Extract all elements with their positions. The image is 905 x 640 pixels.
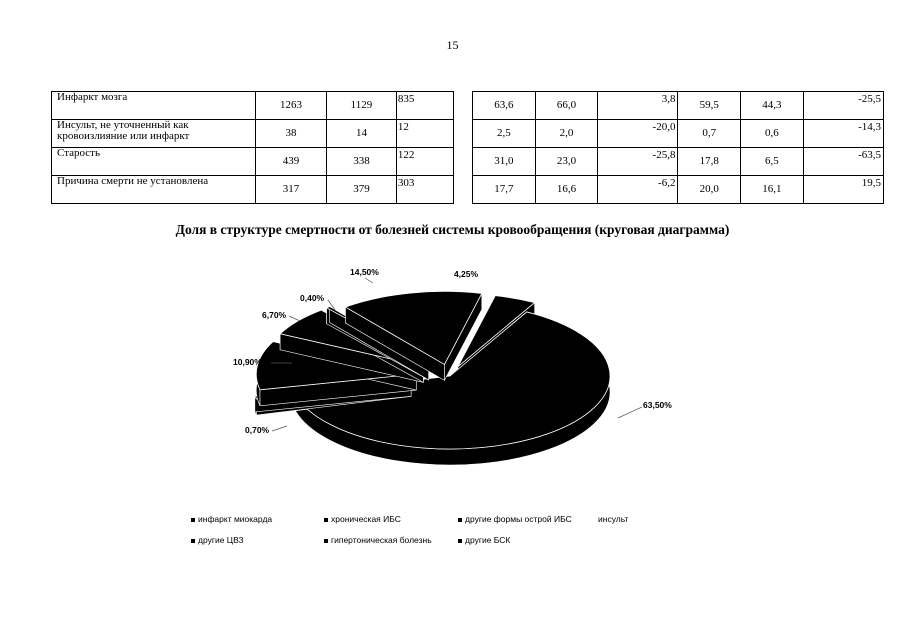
legend-item: инсульт: [598, 514, 629, 524]
leader-line: [272, 426, 287, 431]
legend-item: другие БСК: [458, 535, 510, 545]
table-cell: 20,0: [678, 176, 741, 204]
table-cell: -14,3: [803, 120, 883, 148]
leader-line: [365, 278, 373, 283]
table-cell: 0,6: [741, 120, 804, 148]
legend-marker-icon: [191, 518, 195, 522]
page-number: 15: [446, 38, 459, 52]
legend-marker-icon: [458, 518, 462, 522]
table-cell: 6,5: [741, 148, 804, 176]
chart-title: Доля в структуре смертности от болезней системы кровообращения (круговая диаграмма): [175, 222, 730, 237]
legend-item: хроническая ИБС: [324, 514, 401, 524]
data-label: 0,40%: [300, 293, 325, 303]
table-cell: 303: [396, 176, 453, 204]
table-cell: 38: [256, 120, 327, 148]
table-cell: 3,8: [598, 92, 678, 120]
data-label: 0,70%: [245, 425, 270, 435]
row-name: Причина смерти не установлена: [52, 176, 256, 204]
table-cell: 439: [256, 148, 327, 176]
row-name: Старость: [52, 148, 256, 176]
table-cell: 317: [256, 176, 327, 204]
table-cell: 0,7: [678, 120, 741, 148]
table-cell: 2,0: [535, 120, 598, 148]
table-cell: 12: [396, 120, 453, 148]
table-cell: 14: [327, 120, 397, 148]
legend-item: инфаркт миокарда: [191, 514, 272, 524]
legend-item: другие формы острой ИБС: [458, 514, 572, 524]
table-cell: 835: [396, 92, 453, 120]
table-cell: 23,0: [535, 148, 598, 176]
table-cell: -20,0: [598, 120, 678, 148]
leader-line: [618, 407, 642, 418]
leader-line: [289, 316, 300, 321]
table-cell: 17,7: [473, 176, 536, 204]
table-cell: 2,5: [473, 120, 536, 148]
table-cell: 44,3: [741, 92, 804, 120]
table-cell: 31,0: [473, 148, 536, 176]
table-cell: 122: [396, 148, 453, 176]
table-cell: 16,1: [741, 176, 804, 204]
table-cell: -6,2: [598, 176, 678, 204]
table-cell: 1263: [256, 92, 327, 120]
legend-marker-icon: [191, 539, 195, 543]
legend-marker-icon: [324, 518, 328, 522]
row-name: Инсульт, не уточненный как кровоизлияние или инфаркт: [52, 120, 256, 148]
table-cell: 19,5: [803, 176, 883, 204]
table-cell: 66,0: [535, 92, 598, 120]
data-label: 6,70%: [262, 310, 287, 320]
table-cell: 16,6: [535, 176, 598, 204]
table-cell: 338: [327, 148, 397, 176]
data-label: 4,25%: [453, 269, 479, 279]
table-cell: 63,6: [473, 92, 536, 120]
legend-marker-icon: [324, 539, 328, 543]
data-label: 10,90%: [233, 357, 262, 367]
data-label: 14,50%: [350, 267, 379, 277]
row-name: Инфаркт мозга: [52, 92, 256, 120]
legend-marker-icon: [458, 539, 462, 543]
data-label: 63,50%: [643, 400, 672, 410]
table-cell: 379: [327, 176, 397, 204]
table-cell: 17,8: [678, 148, 741, 176]
table-cell: 59,5: [678, 92, 741, 120]
table-cell: -25,5: [803, 92, 883, 120]
legend-item: гипертоническая болезнь: [324, 535, 432, 545]
table-cell: -25,8: [598, 148, 678, 176]
legend-item: другие ЦВЗ: [191, 535, 244, 545]
table-cell: -63,5: [803, 148, 883, 176]
table-cell: 1129: [327, 92, 397, 120]
